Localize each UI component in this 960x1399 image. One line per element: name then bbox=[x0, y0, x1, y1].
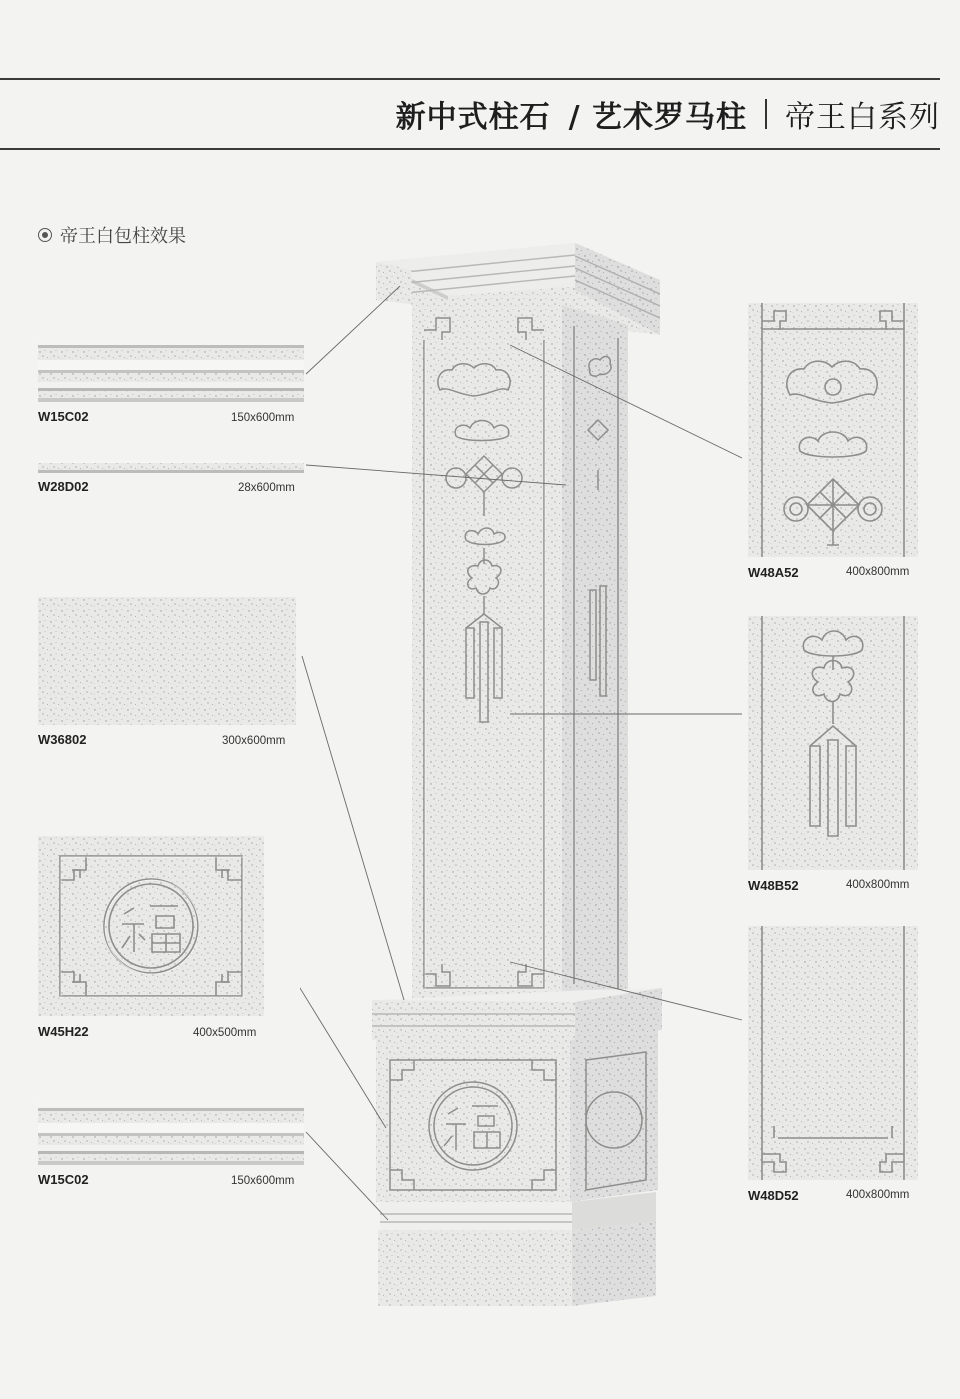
title-divider bbox=[765, 99, 767, 129]
fret-panel-swatch bbox=[748, 926, 918, 1180]
sample-size: 400x800mm bbox=[846, 879, 910, 891]
title-part-3: 帝王白系列 bbox=[785, 100, 940, 135]
header-bottom-rule bbox=[0, 148, 940, 150]
sample-size: 400x800mm bbox=[846, 1189, 910, 1201]
sample-size: 150x600mm bbox=[231, 1175, 295, 1187]
moulding-swatch bbox=[38, 338, 304, 402]
page-title bbox=[396, 92, 940, 136]
sample-code: W15C02 bbox=[38, 409, 89, 424]
bat-knot-panel-swatch bbox=[748, 303, 918, 557]
fu-carving-swatch bbox=[38, 836, 264, 1016]
sample-code: W48B52 bbox=[748, 878, 799, 893]
moulding-swatch bbox=[38, 1101, 304, 1165]
sample-size: 400x800mm bbox=[846, 566, 910, 578]
bullet-icon bbox=[38, 228, 52, 242]
sample-code: W28D02 bbox=[38, 479, 89, 494]
column-illustration bbox=[300, 235, 760, 1315]
sample-code: W15C02 bbox=[38, 1172, 89, 1187]
tassel-panel-swatch bbox=[748, 616, 918, 870]
header-top-rule bbox=[0, 78, 940, 80]
sample-code: W48A52 bbox=[748, 565, 799, 580]
section-label bbox=[38, 222, 186, 248]
sample-size: 150x600mm bbox=[231, 412, 295, 424]
sample-code: W36802 bbox=[38, 732, 87, 747]
section-label-text: 帝王白包柱效果 bbox=[60, 226, 186, 247]
sample-code: W48D52 bbox=[748, 1188, 799, 1203]
title-part-2: / 艺术罗马柱 bbox=[568, 100, 747, 135]
sample-size: 28x600mm bbox=[238, 482, 295, 494]
flat-tile-swatch bbox=[38, 597, 296, 725]
title-part-1: 新中式柱石 bbox=[395, 100, 551, 135]
sample-size: 300x600mm bbox=[222, 735, 286, 747]
sample-code: W45H22 bbox=[38, 1024, 89, 1039]
strip-swatch bbox=[38, 460, 304, 473]
sample-size: 400x500mm bbox=[193, 1027, 257, 1039]
